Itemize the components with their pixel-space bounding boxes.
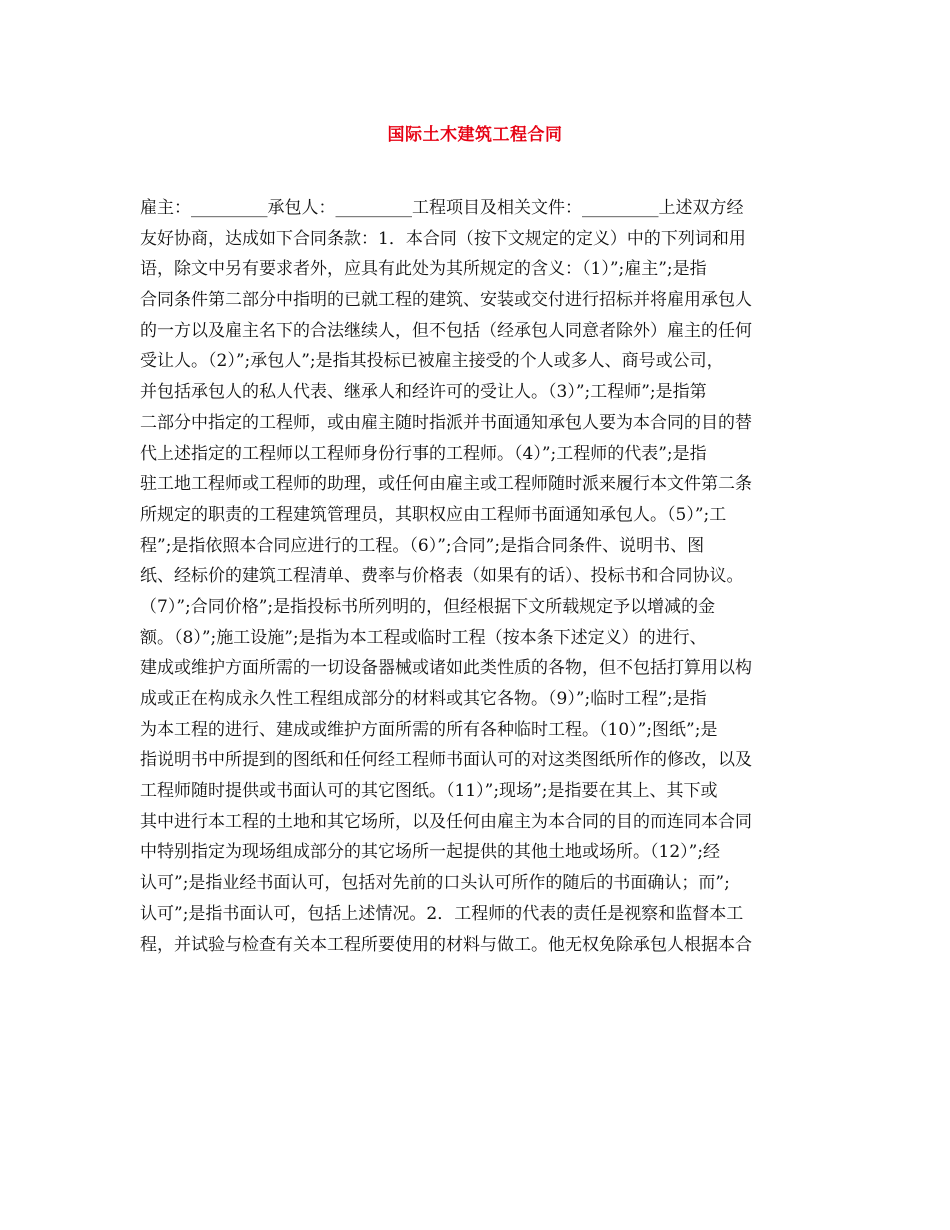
body-line: 为本工程的进行、建成或维护方面所需的所有各种临时工程。（10）”;图纸”;是 (140, 719, 718, 740)
body-line: 其中进行本工程的土地和其它场所，以及任何由雇主为本合同的目的而连同本合同 (140, 811, 752, 832)
body-line: 建成或维护方面所需的一切设备器械或诸如此类性质的各物，但不包括打算用以构 (140, 658, 752, 679)
body-line: 额。（8）”;施工设施”;是指为本工程或临时工程（按本条下述定义）的进行、 (140, 627, 707, 648)
document-title: 国际土木建筑工程合同 (387, 125, 563, 145)
body-line: 中特别指定为现场组成部分的其它场所一起提供的其他土地或场所。（12）”;经 (140, 842, 721, 863)
body-line: 友好协商，达成如下合同条款：1．本合同（按下文规定的定义）中的下列词和用 (140, 228, 746, 249)
body-line: 程”;是指依照本合同应进行的工程。（6）”;合同”;是指合同条件、说明书、图 (140, 535, 705, 556)
body-line: 的一方以及雇主名下的合法继续人，但不包括（经承包人同意者除外）雇主的任何 (140, 320, 752, 341)
body-line: 驻工地工程师或工程师的助理，或任何由雇主或工程师随时派来履行本文件第二条 (140, 474, 752, 495)
body-line: 工程师随时提供或书面认可的其它图纸。（11）”;现场”;是指要在其上、其下或 (140, 781, 718, 802)
body-line: 雇主：_________承包人：_________工程项目及相关文件：_________上述双方经 (140, 198, 744, 218)
body-line: 指说明书中所提到的图纸和任何经工程师书面认可的对这类图纸所作的修改，以及 (140, 750, 752, 771)
body-line: 成或正在构成永久性工程组成部分的材料或其它各物。（9）”;临时工程”;是指 (140, 689, 707, 709)
body-line: 认可”;是指业经书面认可，包括对先前的口头认可所作的随后的书面确认；而”; (140, 873, 730, 894)
body-line: 所规定的职责的工程建筑管理员，其职权应由工程师书面通知承包人。（5）”;工 (140, 504, 727, 525)
body-line: 语，除文中另有要求者外，应具有此处为其所规定的含义：（1）”;雇主”;是指 (140, 259, 707, 280)
body-line: 代上述指定的工程师以工程师身份行事的工程师。（4）”;工程师的代表”;是指 (140, 443, 707, 464)
body-line: 认可”;是指书面认可，包括上述情况。2．工程师的代表的责任是视察和监督本工 (140, 903, 744, 924)
body-line: 受让人。（2）”;承包人”;是指其投标已被雇主接受的个人或多人、商号或公司， (140, 351, 724, 372)
body-line: （7）”;合同价格”;是指投标书所列明的，但经根据下文所载规定予以增减的金 (140, 596, 716, 617)
contract-body (140, 193, 820, 960)
body-line: 二部分中指定的工程师，或由雇主随时指派并书面通知承包人要为本合同的目的替 (140, 412, 752, 433)
body-line: 程，并试验与检查有关本工程所要使用的材料与做工。他无权免除承包人根据本合 (140, 934, 752, 955)
body-line: 合同条件第二部分中指明的已就工程的建筑、安装或交付进行招标并将雇用承包人 (140, 290, 752, 311)
body-line: 纸、经标价的建筑工程清单、费率与价格表（如果有的话）、投标书和合同协议。 (140, 566, 744, 587)
body-line: 并包括承包人的私人代表、继承人和经许可的受让人。（3）”;工程师”;是指第 (140, 382, 707, 403)
